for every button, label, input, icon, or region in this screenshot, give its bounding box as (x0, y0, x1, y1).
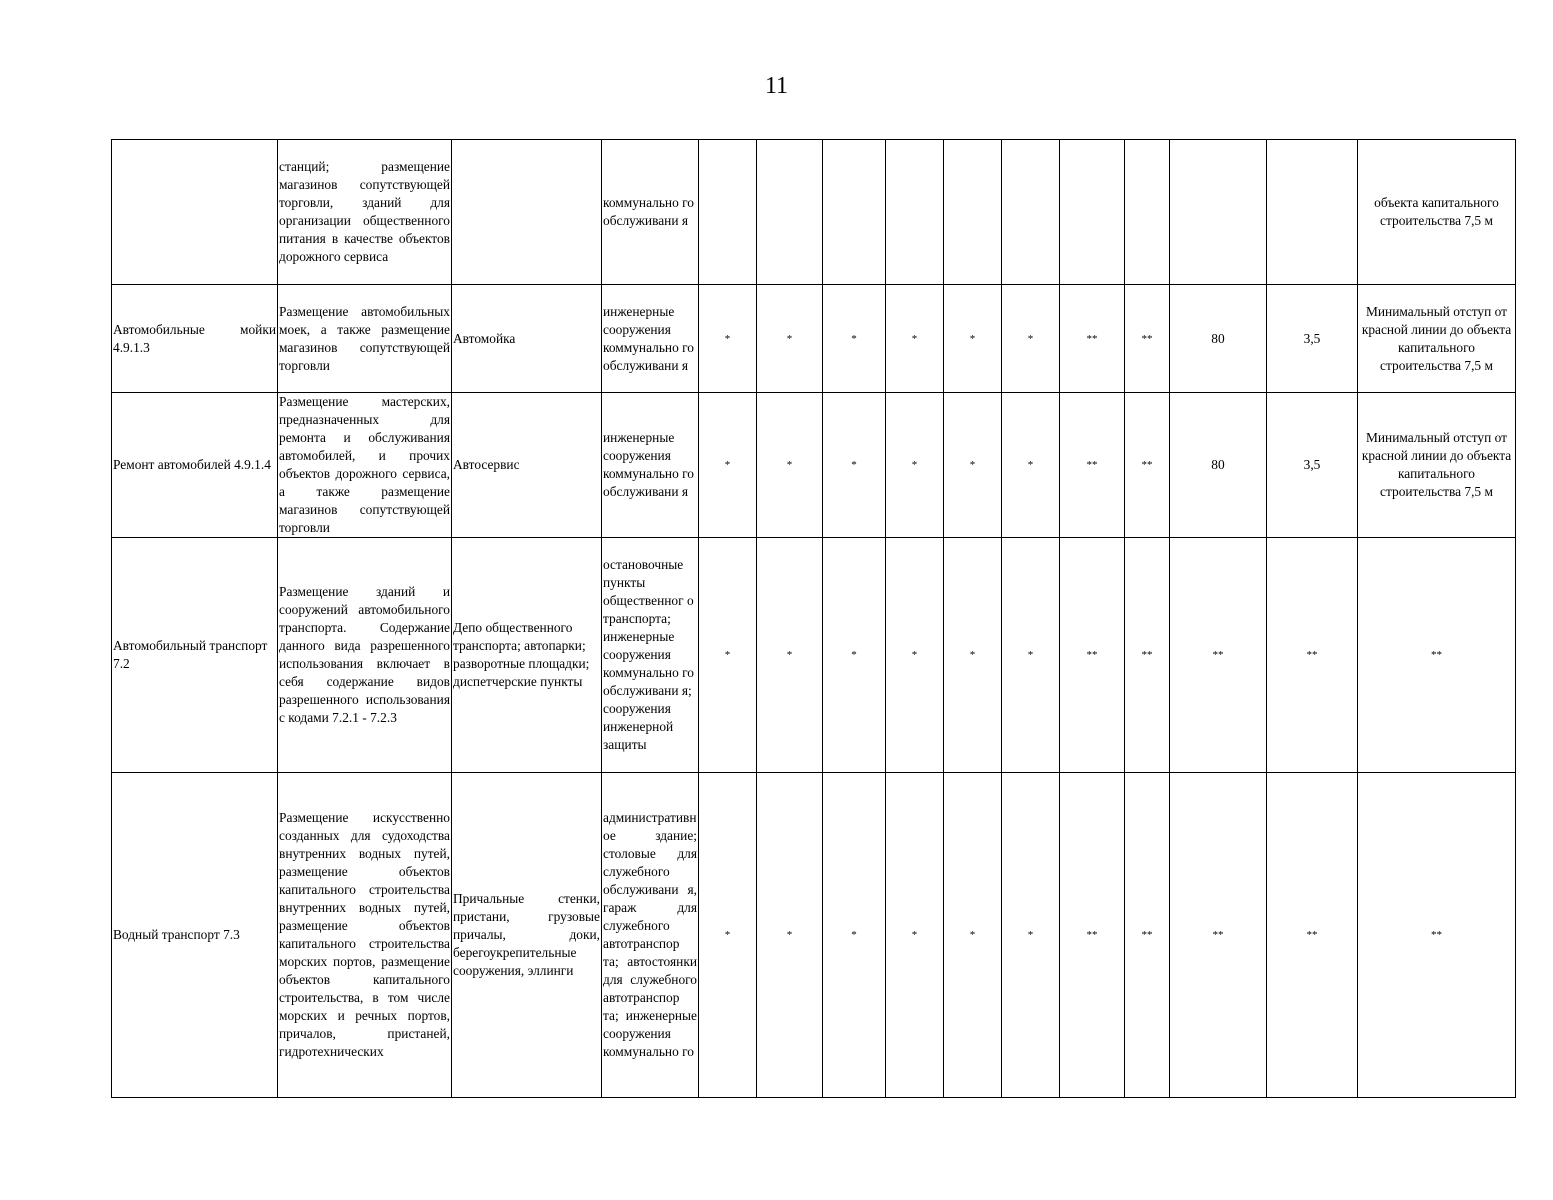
param-cell: * (1002, 538, 1060, 773)
param-cell: * (1002, 393, 1060, 538)
auxiliary-objects-cell: инженерные сооружения коммунально го обслуживани я (602, 285, 699, 393)
param-cell: ** (1267, 773, 1358, 1098)
auxiliary-objects-cell: остановочные пункты общественног о транспорта; инженерные сооружения коммунально го обслуживани я; сооружения инженерной защиты (602, 538, 699, 773)
note-cell: Минимальный отступ от красной линии до объекта капитального строительства 7,5 м (1358, 393, 1516, 538)
param-cell (1267, 140, 1358, 285)
use-type-cell: Водный транспорт 7.3 (112, 773, 278, 1098)
main-objects-cell: Депо общественного транспорта; автопарки; разворотные площадки; диспетчерские пункты (452, 538, 602, 773)
param-cell: * (944, 773, 1002, 1098)
table-row (112, 140, 1516, 285)
param-cell (699, 140, 757, 285)
param-cell: * (757, 285, 823, 393)
param-cell: * (944, 538, 1002, 773)
param-cell (1125, 140, 1170, 285)
param-cell: * (886, 538, 944, 773)
param-cell: ** (1267, 538, 1358, 773)
use-type-cell (112, 140, 278, 285)
param-cell: * (1002, 773, 1060, 1098)
param-cell (757, 140, 823, 285)
page-number: 11 (764, 73, 789, 99)
param-cell: * (944, 393, 1002, 538)
use-type-cell: Ремонт автомобилей 4.9.1.4 (112, 393, 278, 538)
param-cell: ** (1060, 393, 1125, 538)
param-cell: * (944, 285, 1002, 393)
param-cell: * (823, 773, 886, 1098)
param-cell (1170, 140, 1267, 285)
param-cell: 3,5 (1267, 285, 1358, 393)
param-cell: * (699, 538, 757, 773)
param-cell: * (757, 393, 823, 538)
use-type-cell: Автомобильный транспорт 7.2 (112, 538, 278, 773)
note-cell: ** (1358, 773, 1516, 1098)
main-objects-cell (452, 140, 602, 285)
param-cell: 3,5 (1267, 393, 1358, 538)
param-cell: * (757, 773, 823, 1098)
auxiliary-objects-cell: административное здание; столовые для служебного обслуживани я, гараж для служебного автотранспор та; автостоянки для служебного автотранспор та; инженерные сооружения коммунально го (602, 773, 699, 1098)
table-row (112, 538, 1516, 773)
param-cell: ** (1170, 538, 1267, 773)
param-cell: * (823, 393, 886, 538)
auxiliary-objects-cell: коммунально го обслуживани я (602, 140, 699, 285)
use-type-cell: Автомобильные мойки 4.9.1.3 (112, 285, 278, 393)
param-cell: ** (1125, 538, 1170, 773)
note-cell: Минимальный отступ от красной линии до объекта капитального строительства 7,5 м (1358, 285, 1516, 393)
param-cell: 80 (1170, 393, 1267, 538)
param-cell: ** (1125, 285, 1170, 393)
param-cell (1002, 140, 1060, 285)
main-objects-cell: Автосервис (452, 393, 602, 538)
param-cell (886, 140, 944, 285)
land-use-regulations-table (111, 139, 1516, 1098)
param-cell: ** (1060, 538, 1125, 773)
param-cell: ** (1170, 773, 1267, 1098)
param-cell: * (1002, 285, 1060, 393)
param-cell: * (823, 538, 886, 773)
main-objects-cell: Причальные стенки, пристани, грузовые причалы, доки, берегоукрепительные сооружения, эллинги (452, 773, 602, 1098)
param-cell: ** (1060, 773, 1125, 1098)
param-cell (823, 140, 886, 285)
param-cell: * (699, 773, 757, 1098)
description-cell: Размещение мастерских, предназначенных для ремонта и обслуживания автомобилей, и прочих объектов дорожного сервиса, а также размещение магазинов сопутствующей торговли (278, 393, 452, 538)
description-cell: Размещение автомобильных моек, а также размещение магазинов сопутствующей торговли (278, 285, 452, 393)
param-cell: 80 (1170, 285, 1267, 393)
auxiliary-objects-cell: инженерные сооружения коммунально го обслуживани я (602, 393, 699, 538)
table-row (112, 393, 1516, 538)
param-cell: * (823, 285, 886, 393)
param-cell (944, 140, 1002, 285)
param-cell: * (886, 285, 944, 393)
param-cell: ** (1125, 393, 1170, 538)
note-cell: объекта капитального строительства 7,5 м (1358, 140, 1516, 285)
param-cell: ** (1125, 773, 1170, 1098)
param-cell: * (699, 393, 757, 538)
param-cell: ** (1060, 285, 1125, 393)
param-cell: * (757, 538, 823, 773)
table-row (112, 773, 1516, 1098)
description-cell: Размещение искусственно созданных для судоходства внутренних водных путей, размещение объектов капитального строительства внутренних водных путей, размещение объектов капитального строительства морских портов, размещение объектов капитального строительства, в том числе морских и речных портов, причалов, пристаней, гидротехнических (278, 773, 452, 1098)
param-cell: * (886, 773, 944, 1098)
table-row (112, 285, 1516, 393)
param-cell: * (886, 393, 944, 538)
description-cell: Размещение зданий и сооружений автомобильного транспорта. Содержание данного вида разрешенного использования включает в себя содержание видов разрешенного использования с кодами 7.2.1 - 7.2.3 (278, 538, 452, 773)
main-objects-cell: Автомойка (452, 285, 602, 393)
param-cell (1060, 140, 1125, 285)
note-cell: ** (1358, 538, 1516, 773)
description-cell: станций; размещение магазинов сопутствующей торговли, зданий для организации общественного питания в качестве объектов дорожного сервиса (278, 140, 452, 285)
param-cell: * (699, 285, 757, 393)
